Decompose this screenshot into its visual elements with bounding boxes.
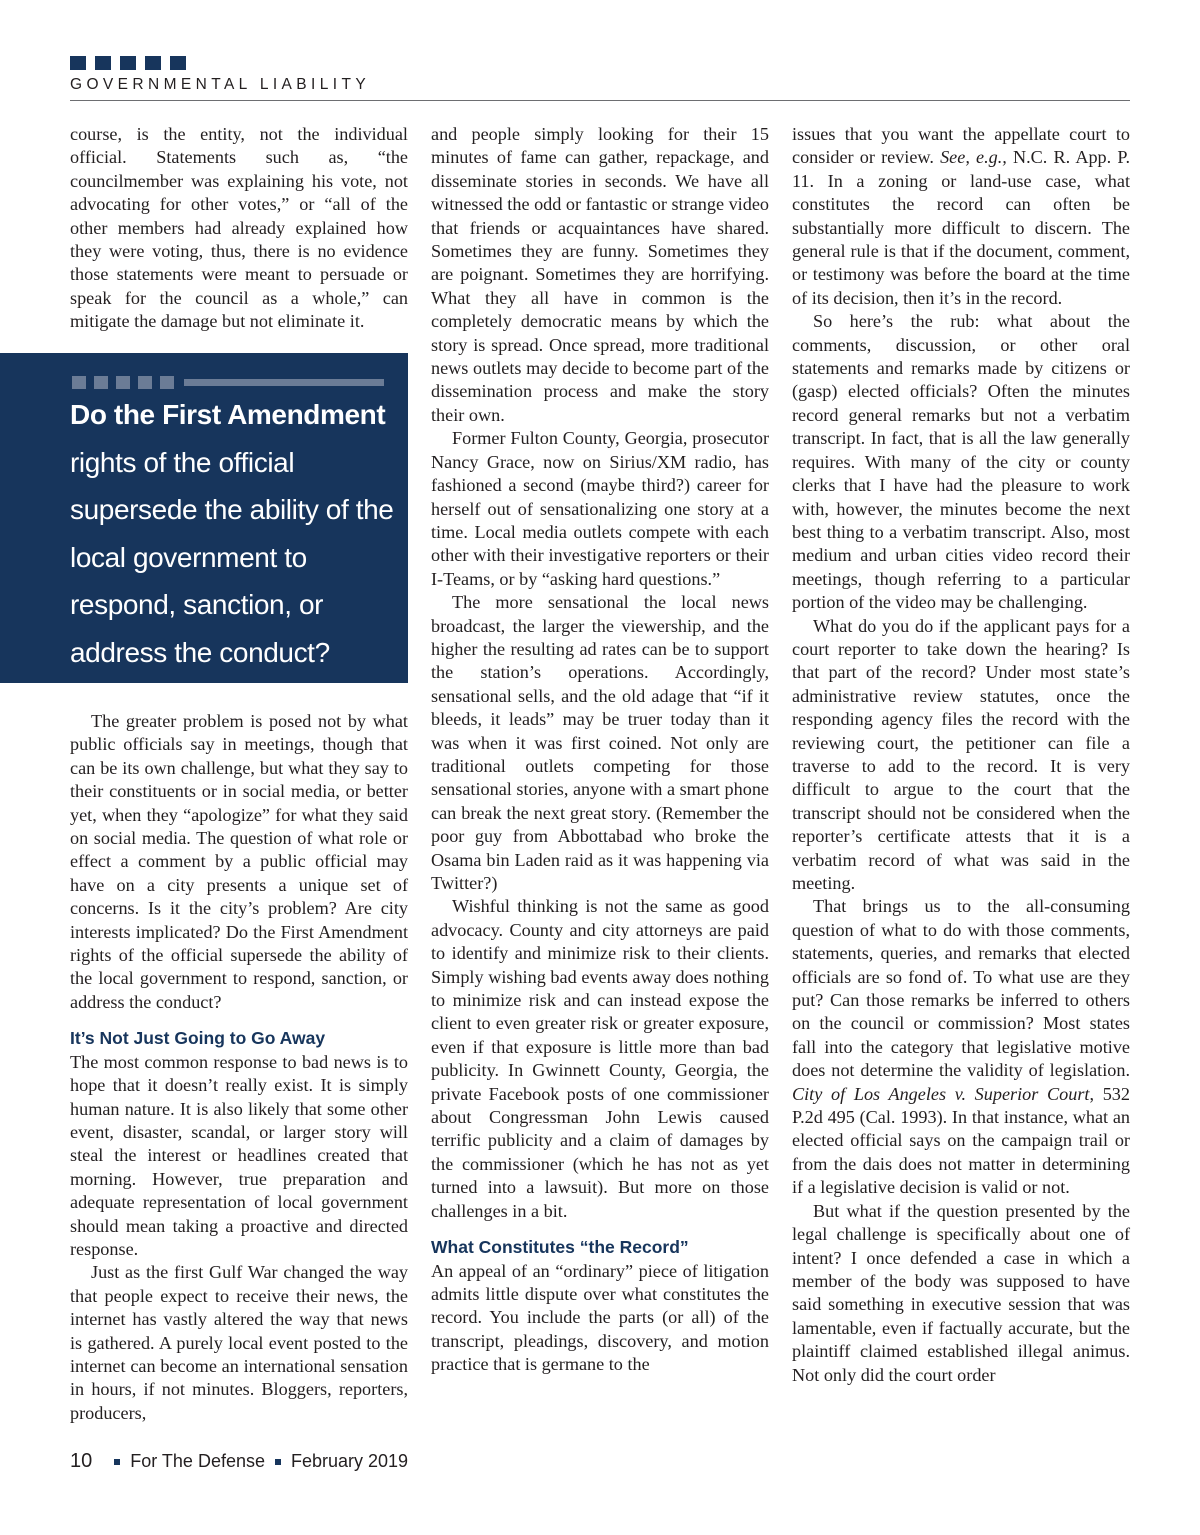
text-run: N.C. R. App. P. 11. In a zoning or land-use case, what constitutes the record can often be substantially more difficult to discern. The general rule is that if the document, comment, or testimony was before the board at the time of its decision, then it’s in the record. [792, 147, 1130, 308]
header-square [95, 56, 111, 70]
case-citation: City of Los Angeles v. Superior Court [792, 1083, 1090, 1104]
paragraph: Just as the first Gulf War changed the way that people expect to receive their news, the internet has vastly altered the way that news is gathered. A purely local event posted to the internet can become an international sensation in hours, if not minutes. Bloggers, reporters, producers, [70, 1262, 408, 1423]
paragraph: The greater problem is posed not by what public officials say in meetings, though that can be its own challenge, but what they say to their constituents or in social media, or better yet, when they “apologize” for what they said on social media. The question of what role or effect a comment by a public official may have on a city presents a unique set of concerns. Is it the city’s problem? Are city interests implicated? Do the First Amendment rights of the official supersede the ability of the local government to respond, sanction, or address the conduct? [70, 711, 408, 1012]
header-squares [70, 56, 1130, 70]
paragraph: Wishful thinking is not the same as good advocacy. County and city attorneys are paid to identify and minimize risk to their clients. Simply wishing bad events away does nothing to minimize risk and can instead expose the client to even greater risk or greater exposure, even if that exposure is little more than bad publicity. In Gwinnett County, Georgia, the private Facebook posts of one commissioner about Congressman John Lewis caused terrific publicity and a claim of damages by the commissioner (which he has not as yet turned into a lawsuit). But more on those challenges in a bit. [431, 896, 769, 1221]
section-heading: What Constitutes “the Record” [431, 1237, 689, 1258]
paragraph: So here’s the rub: what about the comments, discussion, or other oral statements and remarks made by citizens or (gasp) elected officials? Often the minutes record general remarks but not a verbatim transcript. In fact, that is all the law generally requires. With many of the city or county clerks that I have had the pleasure to work with, however, the minutes become the next best thing to a verbatim transcript. Also, most medium and urban cities video record their meetings, though referring to a particular portion of the video may be challenging. [792, 311, 1130, 613]
publication-name: For The Defense [130, 1451, 265, 1471]
paragraph [792, 895, 1130, 1199]
text-run: That brings us to the all-consuming question of what to do with those comments, statements, queries, and remarks that elected officials are so fond of. To what use are they put? Can those remarks be inferred to others on the council or commission? Most states fall into the category that legislative motive does not determine the validity of legislation. [792, 896, 1130, 1081]
column-1-lower [70, 710, 408, 1425]
paragraph: What do you do if the applicant pays for a court reporter to take down the hearing? Is that part of the record? Under most state’s administrative review statutes, once the responding agency files the record with the reviewing court, the petitioner can file a traverse to add to the record. It is very difficult to argue to the court that the transcript should not be considered when the reporter’s certificate attests that it is a verbatim record of what was said in the meeting. [792, 615, 1130, 893]
paragraph: course, is the entity, not the individual official. Statements such as, “the councilmember was explaining his vote, not advocating for other votes,” or “all of the other members had already explained how they were voting, thus, there is no evidence those statements were meant to persuade or speak for the council as a whole,” can mitigate the damage but not eliminate it. [70, 124, 408, 332]
header-square [120, 56, 136, 70]
pull-quote-rest: rights of the official supersede the ability of the local government to respond, sanction, or address the conduct? [70, 446, 394, 668]
citation: See, e.g., [940, 147, 1007, 168]
text-run: , 532 P.2d 495 (Cal. 1993). In that instance, what an elected official says on the campaign trail or from the dais does not matter in determining if a legislative decision is valid or not. [792, 1083, 1130, 1198]
column-2 [431, 123, 769, 1377]
page-header [70, 56, 1130, 94]
paragraph [792, 123, 1130, 310]
header-divider [70, 100, 1130, 101]
header-square [170, 56, 186, 70]
pull-quote-bar [184, 379, 384, 386]
pull-quote-squares [72, 376, 174, 389]
section-heading: It’s Not Just Going to Go Away [70, 1028, 326, 1049]
page-number: 10 [70, 1450, 93, 1472]
header-square [70, 56, 86, 70]
paragraph: An appeal of an “ordinary” piece of litigation admits little dispute over what constitutes the record. You include the parts (or all) of the transcript, pleadings, discovery, and motion practice that is germane to the [431, 1260, 769, 1375]
header-square [145, 56, 161, 70]
paragraph: and people simply looking for their 15 minutes of fame can gather, repackage, and disseminate stories in seconds. We have all witnessed the odd or fantastic or strange video that friends or acquaintances have shared. Sometimes they are funny. Sometimes they are poignant. Sometimes they are horrifying. What they all have in common is the completely democratic means by which the story is spread. Once spread, more traditional news outlets may decide to become part of the dissemination process and make the story their own. [431, 124, 769, 425]
column-1 [70, 123, 408, 334]
pull-square [116, 376, 130, 389]
pull-quote-lead: Do the First Amendment [70, 399, 386, 430]
paragraph: Former Fulton County, Georgia, prosecutor Nancy Grace, now on Sirius/XM radio, has fashioned a second (maybe third?) career for herself out of sensationalizing one story at a time. Local media outlets compete with each other with their investigative reporters or their I-Teams, or by “asking hard questions.” [431, 428, 769, 589]
pull-square [160, 376, 174, 389]
footer-bullet [275, 1459, 281, 1465]
issue-date: February 2019 [291, 1451, 409, 1471]
text-run: issues that you want the appellate court to consider or review. [792, 124, 1130, 168]
pull-quote [0, 353, 408, 683]
footer-bullet [114, 1459, 120, 1465]
pull-square [138, 376, 152, 389]
pull-square [72, 376, 86, 389]
pull-square [94, 376, 108, 389]
pull-quote-text [70, 391, 400, 676]
paragraph: The more sensational the local news broadcast, the larger the viewership, and the higher the resulting ad rates can be to support the station’s operations. Accordingly, sensational sells, and the old adage that “if it bleeds, it leads” may be truer today than it was when it was first coined. Not only are traditional outlets competing for those sensational stories, anyone with a smart phone can break the next great story. (Remember the poor guy from Abbottabad who broke the Osama bin Laden raid as it was happening via Twitter?) [431, 592, 769, 893]
section-label: GOVERNMENTAL LIABILITY [70, 76, 371, 93]
column-3 [792, 123, 1130, 1387]
paragraph: The most common response to bad news is to hope that it doesn’t really exist. It is simply human nature. It is also likely that some other event, disaster, scandal, or larger story will steal the interest or headlines created that morning. However, true preparation and adequate representation of local government should mean taking a proactive and directed response. [70, 1051, 408, 1259]
page-footer [70, 1450, 408, 1473]
paragraph: But what if the question presented by the legal challenge is specifically about one of intent? I once defended a case in which a member of the body was supposed to have said something in executive session that was lamentable, even if factually accurate, but the plaintiff claimed established illegal animus. Not only did the court order [792, 1200, 1130, 1385]
